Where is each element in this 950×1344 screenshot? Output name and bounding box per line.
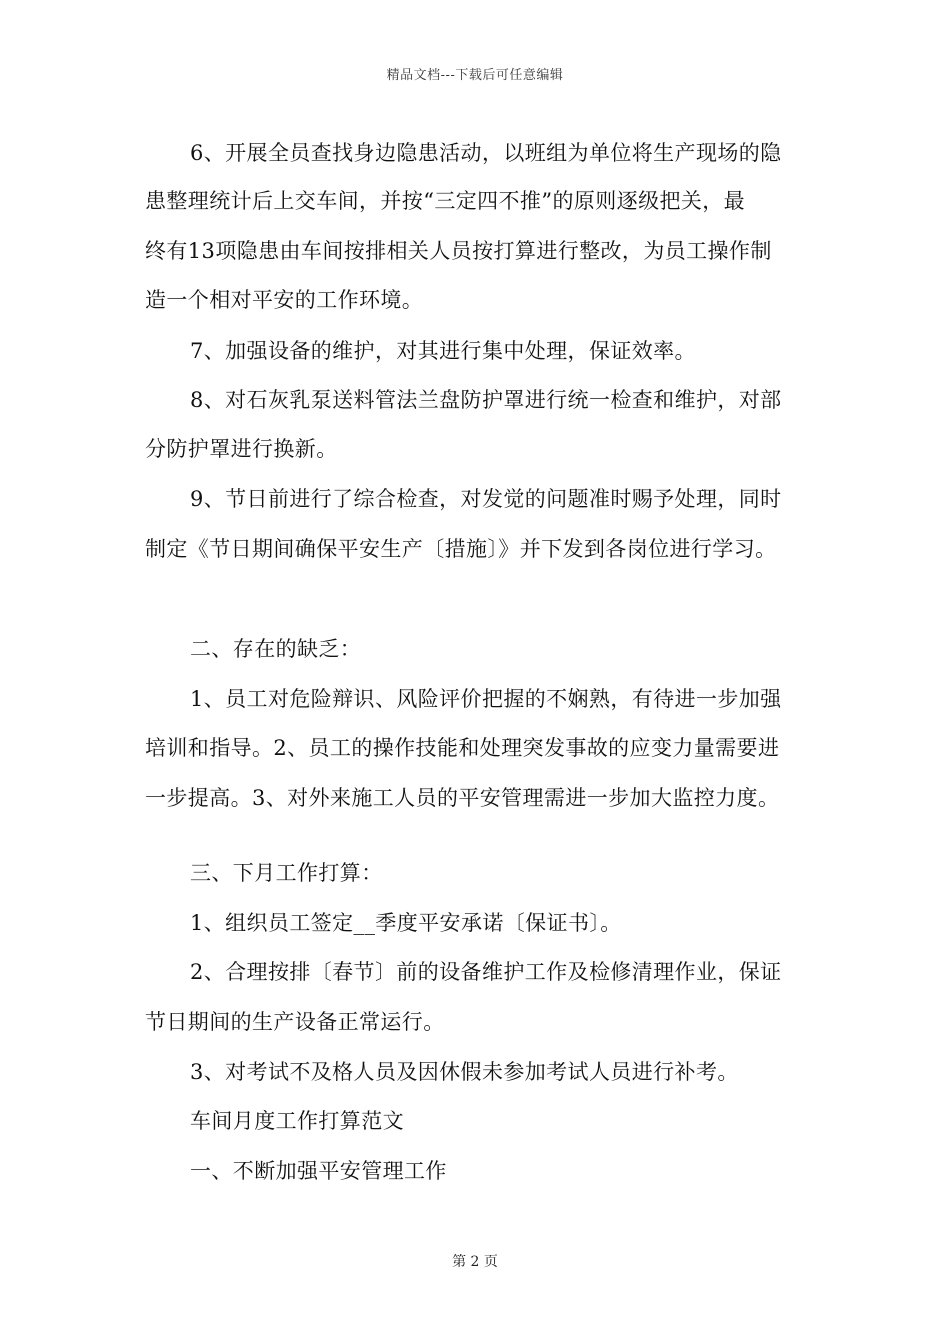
paragraph-line: 3、对考试不及格人员及因休假未参加考试人员进行补考。	[190, 1060, 739, 1084]
section-heading: 一、不断加强平安管理工作	[190, 1159, 447, 1183]
paragraph-line: 9、节日前进行了综合检查，对发觉的问题准时赐予处理，同时	[190, 487, 782, 511]
paragraph-line: 2、合理按排〔春节〕前的设备维护工作及检修清理作业，保证	[190, 960, 782, 984]
paragraph-line: 8、对石灰乳泵送料管法兰盘防护罩进行统一检查和维护，对部	[190, 388, 782, 412]
page-number: 第 2 页	[452, 1254, 498, 1270]
paragraph-line: 培训和指导。2、员工的操作技能和处理突发事故的应变力量需要进	[145, 736, 780, 760]
page-header: 精品文档---下载后可任意编辑	[386, 68, 564, 83]
paragraph-line: 7、加强设备的维护，对其进行集中处理，保证效率。	[190, 339, 696, 363]
section-heading: 三、下月工作打算：	[190, 861, 383, 885]
paragraph-line: 节日期间的生产设备正常运行。	[145, 1010, 445, 1034]
section-title: 车间月度工作打算范文	[190, 1109, 404, 1133]
paragraph-line: 1、员工对危险辩识、风险评价把握的不娴熟，有待进一步加强	[190, 687, 782, 711]
paragraph-line: 终有13项隐患由车间按排相关人员按打算进行整改，为员工操作制	[145, 239, 772, 263]
paragraph-line: 6、开展全员查找身边隐患活动，以班组为单位将生产现场的隐	[190, 141, 782, 165]
section-heading: 二、存在的缺乏：	[190, 637, 362, 661]
paragraph-line: 患整理统计后上交车间，并按“三定四不推”的原则逐级把关，最	[145, 189, 746, 213]
paragraph-line: 造一个相对平安的工作环境。	[145, 288, 424, 312]
paragraph-line: 制定《节日期间确保平安生产〔措施〕》并下发到各岗位进行学习。	[145, 537, 777, 561]
paragraph-line: 一步提高。3、对外来施工人员的平安管理需进一步加大监控力度。	[145, 786, 780, 810]
paragraph-line: 分防护罩进行换新。	[145, 437, 338, 461]
paragraph-line: 1、组织员工签定__季度平安承诺〔保证书〕。	[190, 911, 622, 935]
